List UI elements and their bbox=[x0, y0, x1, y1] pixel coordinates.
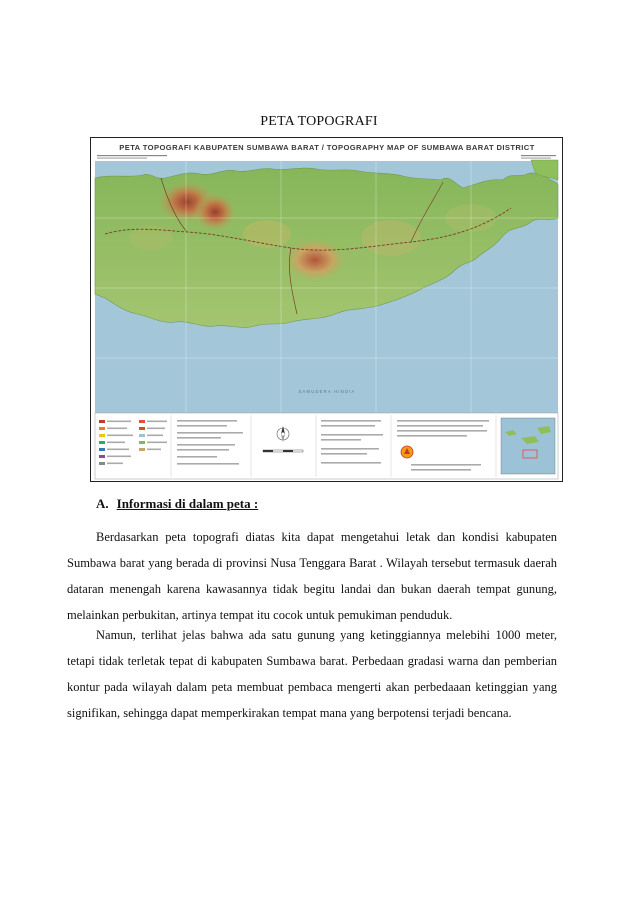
mountain-peak-2 bbox=[193, 192, 237, 232]
topographic-map-image bbox=[91, 138, 562, 481]
legend-panel bbox=[95, 413, 558, 479]
section-heading bbox=[96, 496, 258, 512]
section-heading-text: Informasi di dalam peta : bbox=[116, 496, 259, 511]
inset-map bbox=[501, 418, 555, 474]
page-title: PETA TOPOGRAFI bbox=[260, 114, 378, 129]
paragraph-2: Namun, terlihat jelas bahwa ada satu gunung yang ketinggiannya melebihi 1000 meter, tetapi tidak terletak tepat di kabupaten Sumbawa barat. Perbedaan gradasi warna dan pemberian kontur pada wilayah dalam peta membuat pembaca mengerti akan perbedaaan ketinggian yang signifikan, sehingga dapat memperkirakan tempat mana yang berpotensi terjadi bencana. bbox=[67, 628, 557, 720]
section-number: A. bbox=[96, 496, 109, 511]
agency-logo-icon bbox=[401, 446, 413, 458]
scale-bar bbox=[263, 450, 303, 452]
paragraph-1: Berdasarkan peta topografi diatas kita dapat mengetahui letak dan kondisi kabupaten Sumbawa barat yang berada di provinsi Nusa Tenggara Barat . Wilayah tersebut termasuk daerah dataran menengah karena kawasannya tidak begitu landai dan bukan daerah tempat gunung, melainkan perbukitan, artinya tempat itu cocok untuk pemukiman penduduk. bbox=[67, 530, 557, 622]
sea-label: SAMUDERA HINDIA bbox=[298, 389, 356, 394]
map-header: PETA TOPOGRAFI KABUPATEN SUMBAWA BARAT / TOPOGRAPHY MAP OF SUMBAWA BARAT DISTRICT bbox=[119, 143, 535, 152]
topographic-map bbox=[90, 137, 563, 482]
mountain-peak-3 bbox=[283, 238, 347, 282]
